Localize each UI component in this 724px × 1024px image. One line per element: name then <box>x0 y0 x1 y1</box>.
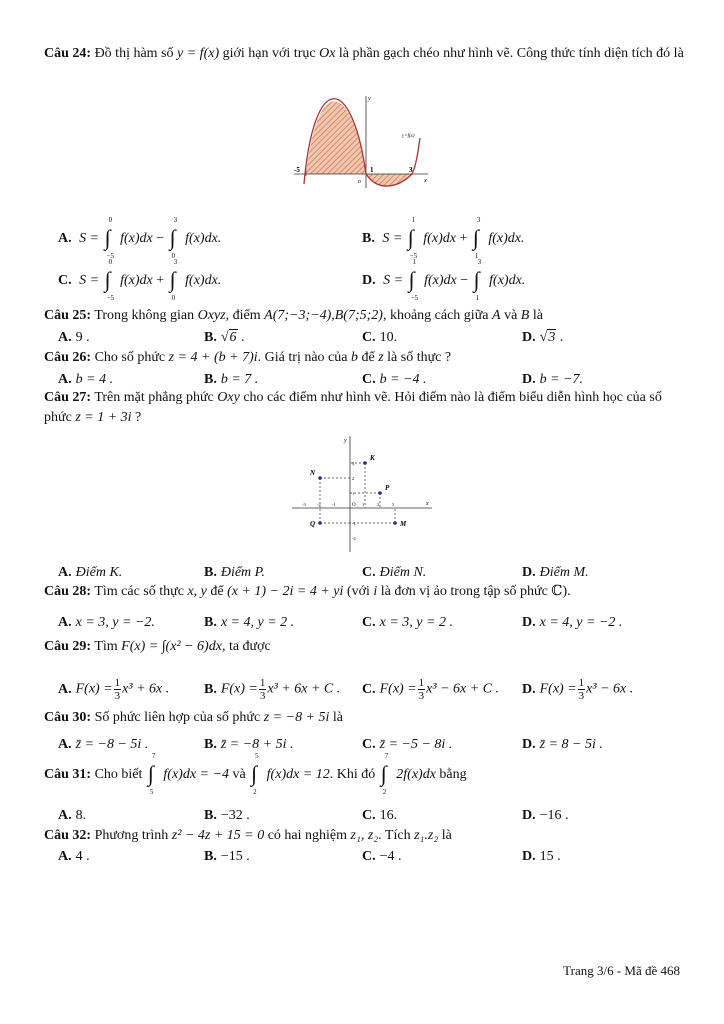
integral-sign: 0 ∫ −5 <box>104 258 115 302</box>
q27-option-c[interactable]: C. Điểm N. <box>362 565 427 580</box>
svg-text:y: y <box>368 96 371 102</box>
x-tick-label: -2 <box>317 502 321 507</box>
q30-option-b[interactable]: B. z̄ = −8 + 5i . <box>204 737 294 752</box>
question-27: Câu 27: Trên mặt phẳng phức Oxy cho các điểm như hình vẽ. Hỏi điểm nào là điểm biểu diễn hình học của số phức z = 1 + 3i ? <box>44 390 662 425</box>
question-29: Câu 29: Tìm F(x) = ∫(x² − 6)dx, ta được <box>44 639 271 654</box>
point-label-n: N <box>310 469 316 477</box>
point-m <box>393 521 397 525</box>
svg-text:y=f(x): y=f(x) <box>402 134 415 139</box>
q31-option-b[interactable]: B. −32 . <box>204 808 250 823</box>
q32-option-d[interactable]: D. 15 . <box>522 849 561 864</box>
q27-option-b[interactable]: B. Điểm P. <box>204 565 265 580</box>
q29-option-a[interactable]: A. F(x) = $\frac{1}{3}$ x³ + 6x . <box>58 677 170 702</box>
point-label-q: Q <box>310 520 316 528</box>
x-tick-label: -3 <box>302 502 306 507</box>
y-tick-label: 2 <box>352 476 355 481</box>
q28-option-d[interactable]: D. x = 4, y = −2 . <box>522 615 623 630</box>
q24-option-c[interactable]: C. S = 0 ∫ −5 f(x)dx + 3 ∫ 0 f(x)dx. <box>58 258 222 302</box>
q26-option-a[interactable]: A. b = 4 . <box>58 372 114 387</box>
y-axis-label: y <box>344 438 347 444</box>
point-label-k: K <box>370 454 375 462</box>
question-26: Câu 26: Cho số phức z = 4 + (b + 7)i. Giá trị nào của b để z là số thực ? <box>44 350 452 365</box>
q27-option-a[interactable]: A. Điểm K. <box>58 565 123 580</box>
svg-text:o: o <box>358 179 361 185</box>
svg-text:3: 3 <box>409 166 413 174</box>
integral-sign: 7 ∫ 2 <box>380 752 389 796</box>
y-tick-label: -1 <box>352 521 356 526</box>
q25-option-b[interactable]: B. √6 . <box>204 330 245 345</box>
integral-sign: 1 ∫ −5 <box>407 216 418 260</box>
point-label-m: M <box>400 520 407 528</box>
q30-option-d[interactable]: D. z̄ = 8 − 5i . <box>522 737 603 752</box>
q24-option-b[interactable]: B. S = 1 ∫ −5 f(x)dx + 3 ∫ 1 f(x)dx. <box>362 216 525 260</box>
svg-text:-5: -5 <box>294 166 300 174</box>
q25-option-d[interactable]: D. √3 . <box>522 330 564 345</box>
integral-sign: 3 ∫ 0 <box>169 216 178 260</box>
q24-option-a[interactable]: A. S = 0 ∫ −5 f(x)dx − 3 ∫ 0 f(x)dx. <box>58 216 222 260</box>
integral-sign: 3 ∫ 1 <box>472 216 481 260</box>
q24-option-d[interactable]: D. S = 1 ∫ −5 f(x)dx − 3 ∫ 1 f(x)dx. <box>362 258 526 302</box>
question-28: Câu 28: Tìm các số thực x, y để (x + 1) − 2i = 4 + yi (với i là đơn vị ảo trong tập số phức ℂ). <box>44 584 571 599</box>
origin-label: O <box>352 503 356 508</box>
question-25: Câu 25: Trong không gian Oxyz, điểm A(7;−3;−4),B(7;5;2), khoảng cách giữa A và B là <box>44 308 543 323</box>
integral-sign: 5 ∫ 2 <box>251 752 259 796</box>
q31-option-d[interactable]: D. −16 . <box>522 808 569 823</box>
page-footer: Trang 3/6 - Mã đề 468 <box>563 963 680 978</box>
x-tick-label: 2 <box>377 502 380 507</box>
q31-option-a[interactable]: A. 8. <box>58 808 87 823</box>
q27-option-d[interactable]: D. Điểm M. <box>522 565 589 580</box>
q26-option-b[interactable]: B. b = 7 . <box>204 372 259 387</box>
q32-option-b[interactable]: B. −15 . <box>204 849 250 864</box>
x-axis-label: x <box>426 501 429 507</box>
q26-option-d[interactable]: D. b = −7. <box>522 372 584 387</box>
y-tick-label: -2 <box>352 536 356 541</box>
point-p <box>378 491 382 495</box>
q30-option-c[interactable]: C. z̄ = −5 − 8i . <box>362 737 453 752</box>
question-label: Câu 24: <box>44 46 92 61</box>
point-label-p: P <box>385 484 390 492</box>
q29-option-c[interactable]: C. F(x) = $\frac{1}{3}$ x³ − 6x + C . <box>362 677 500 702</box>
q25-option-c[interactable]: C. 10. <box>362 330 398 345</box>
q32-option-c[interactable]: C. −4 . <box>362 849 402 864</box>
q25-option-a[interactable]: A. 9 . <box>58 330 90 345</box>
q29-option-b[interactable]: B. F(x) = $\frac{1}{3}$ x³ + 6x + C . <box>204 677 341 702</box>
q32-option-a[interactable]: A. 4 . <box>58 849 90 864</box>
y-tick-label: 3 <box>352 461 355 466</box>
svg-text:x: x <box>424 178 427 184</box>
q31-option-c[interactable]: C. 16. <box>362 808 398 823</box>
integral-sign: 1 ∫ −5 <box>408 258 419 302</box>
q29-option-d[interactable]: D. F(x) = $\frac{1}{3}$ x³ − 6x . <box>522 677 634 702</box>
question-30: Câu 30: Số phức liên hợp của số phức z = −8 + 5i là <box>44 710 344 725</box>
q26-option-c[interactable]: C. b = −4 . <box>362 372 427 387</box>
q28-option-c[interactable]: C. x = 3, y = 2 . <box>362 615 453 630</box>
y-tick-label: 1 <box>352 491 355 496</box>
x-tick-label: 3 <box>392 502 395 507</box>
complex-plane-graph <box>286 432 436 556</box>
integral-sign: 3 ∫ 0 <box>169 258 178 302</box>
integral-sign: 7 ∫ 5 <box>147 752 156 796</box>
x-tick-label: 1 <box>362 502 365 507</box>
x-tick-label: -1 <box>332 502 336 507</box>
q28-option-a[interactable]: A. x = 3, y = −2. <box>58 615 155 630</box>
point-n <box>318 476 322 480</box>
area-graph <box>290 92 435 192</box>
question-31: Câu 31: Cho biết 7 ∫ 5 f(x)dx = −4 và 5 ∫ 2 f(x)dx = 12. Khi đó 7 ∫ 2 2f(x)dx bằng <box>44 752 467 796</box>
integral-sign: 0 ∫ −5 <box>104 216 115 260</box>
q28-option-b[interactable]: B. x = 4, y = 2 . <box>204 615 295 630</box>
q30-option-a[interactable]: A. z̄ = −8 − 5i . <box>58 737 149 752</box>
question-24: Câu 24: Đồ thị hàm số y = f(x) giới hạn với trục Ox là phần gạch chéo như hình vẽ. Công thức tính diện tích đó là <box>44 46 684 61</box>
svg-text:1: 1 <box>370 166 374 174</box>
point-q <box>318 521 322 525</box>
question-32: Câu 32: Phương trình z² − 4z + 15 = 0 có hai nghiệm z₁, z₂. Tích z₁.z₂ là <box>44 828 452 843</box>
integral-sign: 3 ∫ 1 <box>473 258 482 302</box>
point-k <box>363 461 367 465</box>
